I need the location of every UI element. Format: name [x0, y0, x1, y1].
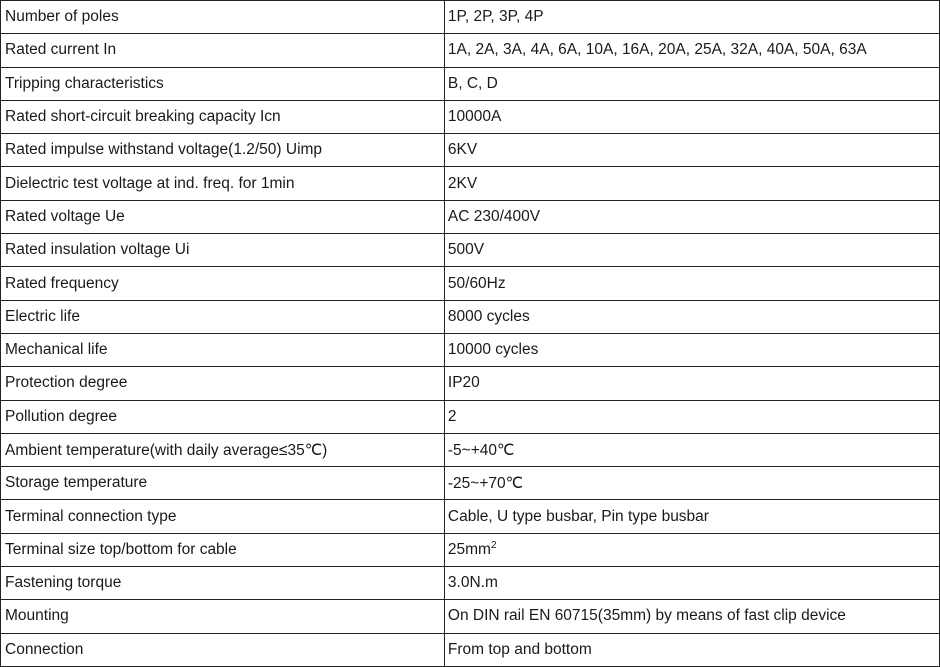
table-row [1, 433, 940, 466]
parameter-cell: Rated insulation voltage Ui [1, 234, 445, 267]
specification-table-body [1, 1, 940, 667]
table-row [1, 34, 940, 67]
parameter-cell: Connection [1, 633, 445, 666]
parameter-cell: Dielectric test voltage at ind. freq. for 1min [1, 167, 445, 200]
value-cell: 1A, 2A, 3A, 4A, 6A, 10A, 16A, 20A, 25A, 32A, 40A, 50A, 63A [444, 34, 939, 67]
value-cell: 1P, 2P, 3P, 4P [444, 1, 939, 34]
value-cell: -5~+40℃ [444, 433, 939, 466]
value-cell [444, 533, 939, 566]
parameter-cell: Tripping characteristics [1, 67, 445, 100]
value-cell: From top and bottom [444, 633, 939, 666]
parameter-cell: Storage temperature [1, 467, 445, 500]
parameter-cell: Pollution degree [1, 400, 445, 433]
value-cell: IP20 [444, 367, 939, 400]
table-row [1, 67, 940, 100]
value-cell: 10000 cycles [444, 333, 939, 366]
table-row [1, 400, 940, 433]
parameter-cell: Fastening torque [1, 567, 445, 600]
table-row [1, 633, 940, 666]
value-cell: 500V [444, 234, 939, 267]
value-cell: 6KV [444, 134, 939, 167]
superscript-exponent: 2 [490, 539, 497, 551]
table-row [1, 500, 940, 533]
table-row [1, 333, 940, 366]
parameter-cell: Rated voltage Ue [1, 200, 445, 233]
value-cell: -25~+70℃ [444, 467, 939, 500]
parameter-cell: Number of poles [1, 1, 445, 34]
parameter-cell: Ambient temperature(with daily average≤35℃) [1, 433, 445, 466]
table-row [1, 567, 940, 600]
parameter-cell: Rated impulse withstand voltage(1.2/50) Uimp [1, 134, 445, 167]
table-row [1, 267, 940, 300]
table-row [1, 367, 940, 400]
parameter-cell: Mounting [1, 600, 445, 633]
parameter-cell: Terminal connection type [1, 500, 445, 533]
table-row [1, 200, 940, 233]
value-cell: B, C, D [444, 67, 939, 100]
value-cell: 8000 cycles [444, 300, 939, 333]
value-text: 25mm [447, 540, 491, 558]
parameter-cell: Rated short-circuit breaking capacity Icn [1, 100, 445, 133]
value-cell: 2 [444, 400, 939, 433]
table-row [1, 100, 940, 133]
table-row [1, 300, 940, 333]
table-row [1, 600, 940, 633]
value-cell: AC 230/400V [444, 200, 939, 233]
value-cell: 3.0N.m [444, 567, 939, 600]
parameter-cell: Rated frequency [1, 267, 445, 300]
table-row [1, 234, 940, 267]
value-cell: 2KV [444, 167, 939, 200]
table-row [1, 167, 940, 200]
parameter-cell: Rated current In [1, 34, 445, 67]
value-cell: 50/60Hz [444, 267, 939, 300]
table-row [1, 134, 940, 167]
value-cell: Cable, U type busbar, Pin type busbar [444, 500, 939, 533]
parameter-cell: Terminal size top/bottom for cable [1, 533, 445, 566]
value-cell: 10000A [444, 100, 939, 133]
table-row [1, 1, 940, 34]
parameter-cell: Mechanical life [1, 333, 445, 366]
table-row [1, 467, 940, 500]
value-cell: On DIN rail EN 60715(35mm) by means of fast clip device [444, 600, 939, 633]
table-row [1, 533, 940, 566]
parameter-cell: Protection degree [1, 367, 445, 400]
parameter-cell: Electric life [1, 300, 445, 333]
